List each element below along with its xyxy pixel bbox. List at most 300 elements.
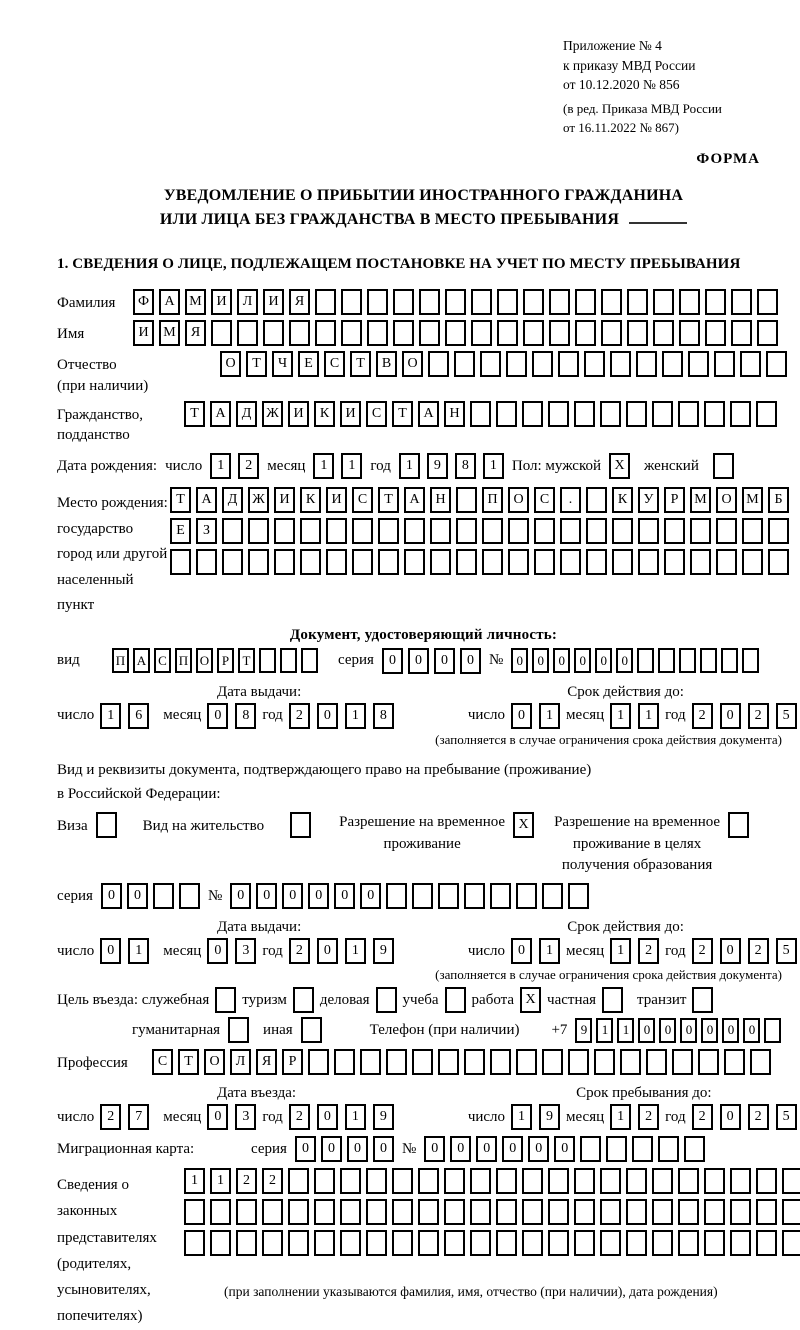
char-cell[interactable] <box>262 1199 283 1225</box>
char-cell[interactable] <box>664 518 685 544</box>
char-cell[interactable] <box>301 648 318 673</box>
char-cell[interactable] <box>341 289 362 315</box>
char-cell[interactable]: Д <box>222 487 243 513</box>
char-cell[interactable] <box>456 518 477 544</box>
study-checkbox[interactable] <box>445 987 466 1013</box>
char-cell[interactable]: Е <box>170 518 191 544</box>
char-cell[interactable] <box>730 401 751 427</box>
char-cell[interactable]: 0 <box>321 1136 342 1162</box>
char-cell[interactable]: 0 <box>347 1136 368 1162</box>
char-cell[interactable] <box>516 1049 537 1075</box>
char-cell[interactable] <box>679 320 700 346</box>
char-cell[interactable] <box>542 1049 563 1075</box>
char-cell[interactable] <box>548 1168 569 1194</box>
char-cell[interactable] <box>522 1168 543 1194</box>
char-cell[interactable] <box>606 1136 627 1162</box>
char-cell[interactable] <box>153 883 174 909</box>
char-cell[interactable]: Н <box>430 487 451 513</box>
char-cell[interactable] <box>393 320 414 346</box>
char-cell[interactable]: 1 <box>539 703 560 729</box>
char-cell[interactable]: 0 <box>101 883 122 909</box>
char-cell[interactable] <box>262 1230 283 1256</box>
char-cell[interactable] <box>652 401 673 427</box>
residence-permit-checkbox[interactable] <box>290 812 311 838</box>
char-cell[interactable]: К <box>300 487 321 513</box>
char-cell[interactable]: 0 <box>743 1018 760 1043</box>
char-cell[interactable] <box>627 289 648 315</box>
char-cell[interactable]: А <box>133 648 150 673</box>
char-cell[interactable] <box>705 289 726 315</box>
char-cell[interactable]: 0 <box>511 703 532 729</box>
char-cell[interactable]: 9 <box>539 1104 560 1130</box>
char-cell[interactable] <box>412 1049 433 1075</box>
char-cell[interactable] <box>340 1199 361 1225</box>
char-cell[interactable] <box>542 883 563 909</box>
char-cell[interactable]: 1 <box>210 1168 231 1194</box>
char-cell[interactable] <box>679 648 696 673</box>
char-cell[interactable]: 2 <box>100 1104 121 1130</box>
char-cell[interactable] <box>456 549 477 575</box>
char-cell[interactable] <box>742 549 763 575</box>
char-cell[interactable] <box>522 401 543 427</box>
tourism-checkbox[interactable] <box>293 987 314 1013</box>
char-cell[interactable] <box>756 1199 777 1225</box>
char-cell[interactable]: 1 <box>596 1018 613 1043</box>
char-cell[interactable]: 2 <box>289 1104 310 1130</box>
char-cell[interactable] <box>600 1230 621 1256</box>
char-cell[interactable] <box>704 1230 725 1256</box>
char-cell[interactable]: З <box>196 518 217 544</box>
char-cell[interactable]: 1 <box>313 453 334 479</box>
char-cell[interactable] <box>626 1168 647 1194</box>
char-cell[interactable] <box>496 1168 517 1194</box>
char-cell[interactable] <box>445 320 466 346</box>
char-cell[interactable]: А <box>210 401 231 427</box>
char-cell[interactable]: 2 <box>638 938 659 964</box>
char-cell[interactable] <box>522 1199 543 1225</box>
char-cell[interactable] <box>678 1230 699 1256</box>
char-cell[interactable] <box>210 1230 231 1256</box>
char-cell[interactable]: Р <box>217 648 234 673</box>
char-cell[interactable] <box>315 289 336 315</box>
char-cell[interactable] <box>652 1168 673 1194</box>
char-cell[interactable] <box>638 549 659 575</box>
char-cell[interactable] <box>714 351 735 377</box>
char-cell[interactable]: 0 <box>450 1136 471 1162</box>
char-cell[interactable] <box>236 1199 257 1225</box>
char-cell[interactable] <box>419 320 440 346</box>
char-cell[interactable]: 0 <box>282 883 303 909</box>
char-cell[interactable]: У <box>638 487 659 513</box>
char-cell[interactable] <box>730 1199 751 1225</box>
char-cell[interactable] <box>580 1136 601 1162</box>
char-cell[interactable] <box>470 1230 491 1256</box>
char-cell[interactable]: К <box>314 401 335 427</box>
char-cell[interactable]: 2 <box>692 1104 713 1130</box>
char-cell[interactable] <box>698 1049 719 1075</box>
char-cell[interactable]: И <box>274 487 295 513</box>
char-cell[interactable] <box>549 289 570 315</box>
char-cell[interactable] <box>684 1136 705 1162</box>
char-cell[interactable]: Я <box>289 289 310 315</box>
char-cell[interactable]: И <box>263 289 284 315</box>
char-cell[interactable] <box>690 549 711 575</box>
char-cell[interactable] <box>731 320 752 346</box>
char-cell[interactable] <box>600 1168 621 1194</box>
char-cell[interactable] <box>730 1168 751 1194</box>
char-cell[interactable]: Л <box>230 1049 251 1075</box>
char-cell[interactable] <box>731 289 752 315</box>
humanitarian-checkbox[interactable] <box>228 1017 249 1043</box>
char-cell[interactable] <box>496 401 517 427</box>
char-cell[interactable] <box>601 320 622 346</box>
char-cell[interactable] <box>740 351 761 377</box>
char-cell[interactable]: Т <box>178 1049 199 1075</box>
char-cell[interactable]: С <box>352 487 373 513</box>
char-cell[interactable] <box>490 1049 511 1075</box>
char-cell[interactable]: И <box>340 401 361 427</box>
char-cell[interactable] <box>678 1168 699 1194</box>
char-cell[interactable] <box>574 1199 595 1225</box>
char-cell[interactable] <box>575 289 596 315</box>
char-cell[interactable] <box>480 351 501 377</box>
char-cell[interactable] <box>274 518 295 544</box>
char-cell[interactable]: 0 <box>308 883 329 909</box>
char-cell[interactable] <box>263 320 284 346</box>
char-cell[interactable]: Ч <box>272 351 293 377</box>
char-cell[interactable] <box>757 320 778 346</box>
char-cell[interactable] <box>652 1230 673 1256</box>
char-cell[interactable] <box>237 320 258 346</box>
char-cell[interactable] <box>170 549 191 575</box>
char-cell[interactable] <box>418 1199 439 1225</box>
char-cell[interactable]: 2 <box>262 1168 283 1194</box>
char-cell[interactable]: 5 <box>776 703 797 729</box>
char-cell[interactable] <box>308 1049 329 1075</box>
char-cell[interactable]: Д <box>236 401 257 427</box>
char-cell[interactable]: С <box>534 487 555 513</box>
char-cell[interactable]: Т <box>246 351 267 377</box>
char-cell[interactable] <box>638 518 659 544</box>
char-cell[interactable]: Т <box>170 487 191 513</box>
char-cell[interactable]: 2 <box>748 1104 769 1130</box>
char-cell[interactable] <box>496 1230 517 1256</box>
char-cell[interactable]: 0 <box>476 1136 497 1162</box>
char-cell[interactable]: 1 <box>128 938 149 964</box>
char-cell[interactable]: П <box>482 487 503 513</box>
char-cell[interactable] <box>430 518 451 544</box>
char-cell[interactable]: О <box>220 351 241 377</box>
char-cell[interactable] <box>574 1168 595 1194</box>
char-cell[interactable] <box>653 289 674 315</box>
char-cell[interactable]: 0 <box>127 883 148 909</box>
char-cell[interactable]: 0 <box>460 648 481 674</box>
char-cell[interactable]: 1 <box>511 1104 532 1130</box>
char-cell[interactable] <box>568 883 589 909</box>
char-cell[interactable]: К <box>612 487 633 513</box>
char-cell[interactable]: 1 <box>100 703 121 729</box>
char-cell[interactable]: Т <box>378 487 399 513</box>
char-cell[interactable] <box>392 1230 413 1256</box>
char-cell[interactable]: 0 <box>511 938 532 964</box>
char-cell[interactable]: Ж <box>262 401 283 427</box>
char-cell[interactable]: Т <box>350 351 371 377</box>
char-cell[interactable] <box>600 1199 621 1225</box>
char-cell[interactable]: И <box>211 289 232 315</box>
char-cell[interactable] <box>636 351 657 377</box>
char-cell[interactable] <box>497 289 518 315</box>
char-cell[interactable] <box>653 320 674 346</box>
char-cell[interactable] <box>690 518 711 544</box>
char-cell[interactable]: 1 <box>483 453 504 479</box>
char-cell[interactable] <box>594 1049 615 1075</box>
char-cell[interactable]: 0 <box>532 648 549 673</box>
char-cell[interactable] <box>688 351 709 377</box>
char-cell[interactable]: 0 <box>595 648 612 673</box>
char-cell[interactable]: 2 <box>238 453 259 479</box>
char-cell[interactable] <box>367 289 388 315</box>
char-cell[interactable] <box>366 1230 387 1256</box>
char-cell[interactable] <box>523 289 544 315</box>
char-cell[interactable] <box>404 549 425 575</box>
char-cell[interactable] <box>672 1049 693 1075</box>
char-cell[interactable] <box>340 1230 361 1256</box>
char-cell[interactable]: С <box>152 1049 173 1075</box>
char-cell[interactable]: Я <box>185 320 206 346</box>
char-cell[interactable]: 9 <box>427 453 448 479</box>
char-cell[interactable]: 0 <box>424 1136 445 1162</box>
char-cell[interactable] <box>419 289 440 315</box>
char-cell[interactable] <box>750 1049 771 1075</box>
char-cell[interactable] <box>470 1199 491 1225</box>
char-cell[interactable] <box>288 1199 309 1225</box>
char-cell[interactable] <box>586 518 607 544</box>
char-cell[interactable] <box>574 1230 595 1256</box>
char-cell[interactable] <box>757 289 778 315</box>
char-cell[interactable] <box>280 648 297 673</box>
char-cell[interactable]: И <box>326 487 347 513</box>
char-cell[interactable] <box>705 320 726 346</box>
char-cell[interactable]: И <box>133 320 154 346</box>
char-cell[interactable] <box>393 289 414 315</box>
private-checkbox[interactable] <box>602 987 623 1013</box>
char-cell[interactable] <box>378 518 399 544</box>
temp-permit-checkbox[interactable]: X <box>513 812 534 838</box>
char-cell[interactable]: 1 <box>341 453 362 479</box>
char-cell[interactable] <box>568 1049 589 1075</box>
char-cell[interactable]: 1 <box>345 703 366 729</box>
char-cell[interactable]: 0 <box>722 1018 739 1043</box>
char-cell[interactable] <box>222 518 243 544</box>
char-cell[interactable] <box>612 549 633 575</box>
char-cell[interactable]: Е <box>298 351 319 377</box>
char-cell[interactable] <box>664 549 685 575</box>
char-cell[interactable]: 1 <box>539 938 560 964</box>
char-cell[interactable]: 0 <box>230 883 251 909</box>
char-cell[interactable] <box>210 1199 231 1225</box>
char-cell[interactable]: 1 <box>210 453 231 479</box>
char-cell[interactable]: 0 <box>317 938 338 964</box>
char-cell[interactable]: 8 <box>455 453 476 479</box>
char-cell[interactable] <box>626 1230 647 1256</box>
char-cell[interactable] <box>716 549 737 575</box>
char-cell[interactable]: 0 <box>574 648 591 673</box>
char-cell[interactable] <box>782 1230 800 1256</box>
char-cell[interactable] <box>756 401 777 427</box>
edu-permit-checkbox[interactable] <box>728 812 749 838</box>
char-cell[interactable] <box>352 549 373 575</box>
char-cell[interactable] <box>534 518 555 544</box>
char-cell[interactable] <box>586 549 607 575</box>
char-cell[interactable] <box>721 648 738 673</box>
char-cell[interactable]: 2 <box>236 1168 257 1194</box>
char-cell[interactable] <box>367 320 388 346</box>
char-cell[interactable]: С <box>324 351 345 377</box>
char-cell[interactable]: 0 <box>408 648 429 674</box>
char-cell[interactable] <box>378 549 399 575</box>
char-cell[interactable]: О <box>196 648 213 673</box>
transit-checkbox[interactable] <box>692 987 713 1013</box>
char-cell[interactable] <box>471 289 492 315</box>
char-cell[interactable] <box>620 1049 641 1075</box>
char-cell[interactable]: 0 <box>616 648 633 673</box>
char-cell[interactable]: Р <box>282 1049 303 1075</box>
char-cell[interactable] <box>548 1199 569 1225</box>
char-cell[interactable]: О <box>508 487 529 513</box>
char-cell[interactable]: Т <box>184 401 205 427</box>
char-cell[interactable] <box>560 518 581 544</box>
char-cell[interactable] <box>506 351 527 377</box>
char-cell[interactable] <box>768 549 789 575</box>
char-cell[interactable] <box>300 518 321 544</box>
other-checkbox[interactable] <box>301 1017 322 1043</box>
char-cell[interactable] <box>289 320 310 346</box>
char-cell[interactable]: 2 <box>638 1104 659 1130</box>
char-cell[interactable] <box>612 518 633 544</box>
char-cell[interactable] <box>248 549 269 575</box>
char-cell[interactable]: 9 <box>373 938 394 964</box>
char-cell[interactable] <box>314 1168 335 1194</box>
char-cell[interactable] <box>412 883 433 909</box>
char-cell[interactable] <box>764 1018 781 1043</box>
char-cell[interactable]: О <box>402 351 423 377</box>
char-cell[interactable]: 0 <box>680 1018 697 1043</box>
char-cell[interactable] <box>600 401 621 427</box>
char-cell[interactable] <box>637 648 654 673</box>
char-cell[interactable] <box>314 1230 335 1256</box>
char-cell[interactable] <box>766 351 787 377</box>
char-cell[interactable] <box>179 883 200 909</box>
char-cell[interactable]: 9 <box>373 1104 394 1130</box>
char-cell[interactable] <box>444 1230 465 1256</box>
char-cell[interactable]: 0 <box>295 1136 316 1162</box>
char-cell[interactable]: 3 <box>235 938 256 964</box>
char-cell[interactable] <box>756 1230 777 1256</box>
char-cell[interactable] <box>248 518 269 544</box>
char-cell[interactable] <box>438 1049 459 1075</box>
char-cell[interactable] <box>730 1230 751 1256</box>
char-cell[interactable]: М <box>690 487 711 513</box>
char-cell[interactable] <box>340 1168 361 1194</box>
char-cell[interactable] <box>236 1230 257 1256</box>
char-cell[interactable] <box>490 883 511 909</box>
char-cell[interactable]: Ф <box>133 289 154 315</box>
char-cell[interactable]: 0 <box>553 648 570 673</box>
char-cell[interactable] <box>471 320 492 346</box>
char-cell[interactable] <box>352 518 373 544</box>
char-cell[interactable] <box>438 883 459 909</box>
char-cell[interactable]: 0 <box>720 1104 741 1130</box>
char-cell[interactable] <box>652 1199 673 1225</box>
char-cell[interactable]: 2 <box>692 703 713 729</box>
char-cell[interactable] <box>516 883 537 909</box>
char-cell[interactable] <box>534 549 555 575</box>
char-cell[interactable]: В <box>376 351 397 377</box>
char-cell[interactable] <box>430 549 451 575</box>
char-cell[interactable]: 6 <box>128 703 149 729</box>
char-cell[interactable]: 1 <box>617 1018 634 1043</box>
char-cell[interactable] <box>386 883 407 909</box>
female-checkbox[interactable] <box>713 453 734 479</box>
char-cell[interactable]: 1 <box>638 703 659 729</box>
char-cell[interactable]: 0 <box>502 1136 523 1162</box>
char-cell[interactable]: 0 <box>207 938 228 964</box>
char-cell[interactable] <box>522 1230 543 1256</box>
business-checkbox[interactable] <box>376 987 397 1013</box>
char-cell[interactable]: Л <box>237 289 258 315</box>
char-cell[interactable] <box>575 320 596 346</box>
char-cell[interactable] <box>418 1230 439 1256</box>
char-cell[interactable] <box>574 401 595 427</box>
char-cell[interactable] <box>274 549 295 575</box>
official-checkbox[interactable] <box>215 987 236 1013</box>
char-cell[interactable]: 1 <box>610 1104 631 1130</box>
char-cell[interactable]: 1 <box>345 1104 366 1130</box>
char-cell[interactable] <box>768 518 789 544</box>
char-cell[interactable]: П <box>112 648 129 673</box>
visa-checkbox[interactable] <box>96 812 117 838</box>
char-cell[interactable] <box>756 1168 777 1194</box>
char-cell[interactable] <box>464 1049 485 1075</box>
char-cell[interactable] <box>700 648 717 673</box>
char-cell[interactable]: О <box>204 1049 225 1075</box>
char-cell[interactable] <box>326 518 347 544</box>
char-cell[interactable]: П <box>175 648 192 673</box>
char-cell[interactable] <box>470 401 491 427</box>
char-cell[interactable] <box>704 1199 725 1225</box>
char-cell[interactable]: 1 <box>610 703 631 729</box>
char-cell[interactable] <box>508 549 529 575</box>
char-cell[interactable]: 2 <box>289 938 310 964</box>
char-cell[interactable] <box>456 487 477 513</box>
char-cell[interactable]: 1 <box>610 938 631 964</box>
char-cell[interactable] <box>548 1230 569 1256</box>
char-cell[interactable] <box>532 351 553 377</box>
char-cell[interactable] <box>626 1199 647 1225</box>
char-cell[interactable] <box>678 401 699 427</box>
char-cell[interactable]: 9 <box>575 1018 592 1043</box>
char-cell[interactable] <box>724 1049 745 1075</box>
char-cell[interactable] <box>445 289 466 315</box>
char-cell[interactable] <box>288 1230 309 1256</box>
char-cell[interactable] <box>742 648 759 673</box>
char-cell[interactable]: 0 <box>317 703 338 729</box>
char-cell[interactable] <box>678 1199 699 1225</box>
char-cell[interactable]: 1 <box>345 938 366 964</box>
char-cell[interactable]: Я <box>256 1049 277 1075</box>
char-cell[interactable] <box>497 320 518 346</box>
char-cell[interactable] <box>366 1199 387 1225</box>
